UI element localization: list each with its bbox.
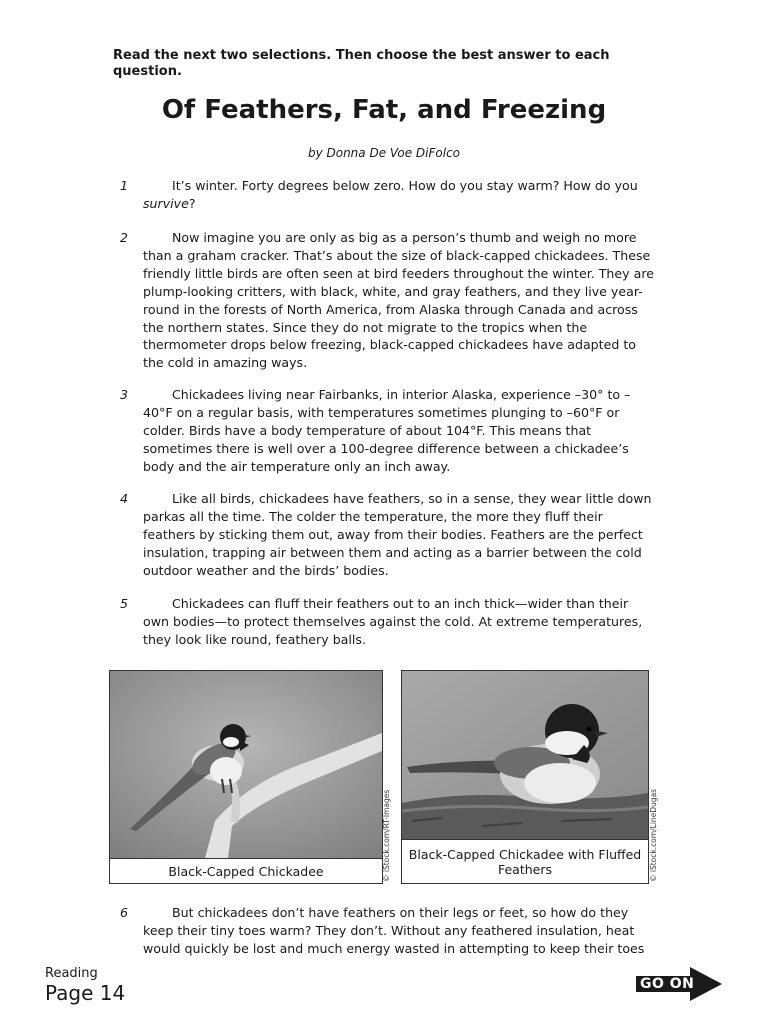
paragraph-text: Like all birds, chickadees have feathers, so in a sense, they wear little down parkas all the time. The colder the temperature, the more they fluff their feathers by sticking them out, away from their bodies. Feathers are the perfect insulation, trapping air between them and acting as a barrier between the cold outdoor weather and the birds’ bodies. xyxy=(143,491,652,578)
paragraph-text: Now imagine you are only as big as a person’s thumb and weigh no more than a graham cracker. That’s about the size of black-capped chickadees. These friendly little birds are often seen at bird feeders throughout the winter. They are plump-looking critters, with black, white, and gray feathers, and they live year-round in the forests of North America, from Alaska through Canada and across the northern states. Since they do not migrate to the tropics when the thermometer drops below freezing, black-capped chickadees have adapted to the cold in amazing ways. xyxy=(143,230,654,371)
paragraph-text-end: ? xyxy=(188,195,196,211)
paragraph-number: 1 xyxy=(120,178,129,193)
instructions: Read the next two selections. Then choose the best answer to each question. xyxy=(113,48,610,79)
byline: by Donna De Voe DiFolco xyxy=(307,146,461,160)
paragraph-text: But chickadees don’t have feathers on their legs or feet, so how do they keep their tiny toes warm? They don’t. Without any feathered insulation, heat would quickly be lost and much energy wasted in attempting to keep their toes xyxy=(143,905,645,956)
photo-figure-2 xyxy=(401,670,649,884)
paragraph-number: 3 xyxy=(120,387,129,402)
section-label: Reading xyxy=(45,966,98,981)
fluffed-chickadee-photo xyxy=(402,671,648,839)
go-on-label: GO ON xyxy=(640,976,695,992)
paragraph-5 xyxy=(120,595,658,649)
paragraph-italic-word: survive xyxy=(143,195,189,211)
paragraph-4 xyxy=(120,490,658,580)
photo-caption: Black-Capped Chickadee with Fluffed Feathers xyxy=(402,839,648,883)
photo-figure-1 xyxy=(109,670,383,884)
photo-credit: © iStock.com/RT-Images xyxy=(382,789,391,882)
arrow-right-icon xyxy=(690,967,722,1001)
paragraph-number: 5 xyxy=(120,596,129,611)
paragraph-6 xyxy=(120,904,658,958)
paragraph-number: 6 xyxy=(120,905,129,920)
paragraph-1 xyxy=(120,177,658,213)
paragraph-text: It’s winter. Forty degrees below zero. How do you stay warm? How do you xyxy=(172,178,638,193)
photo-credit: © iStock.com/LineDugas xyxy=(649,788,658,882)
paragraph-number: 4 xyxy=(120,491,129,506)
photo-caption: Black-Capped Chickadee xyxy=(110,858,382,883)
paragraph-text: Chickadees can fluff their feathers out to an inch thick—wider than their own bodies—to protect themselves against the cold. At extreme temperatures, they look like round, feathery balls. xyxy=(143,596,643,647)
paragraph-number: 2 xyxy=(120,230,129,245)
paragraph-3 xyxy=(120,386,658,476)
article-title: Of Feathers, Fat, and Freezing xyxy=(161,95,607,125)
paragraph-text: Chickadees living near Fairbanks, in interior Alaska, experience –30° to –40°F on a regular basis, with temperatures sometimes plunging to –60°F or colder. Birds have a body temperature of about 104°F. This means that sometimes there is well over a 100-degree difference between a chickadee’s body and the air temperature only an inch away. xyxy=(143,387,631,474)
chickadee-photo xyxy=(110,671,382,858)
page-number: Page 14 xyxy=(45,981,126,1005)
paragraph-2 xyxy=(120,229,658,372)
go-on-indicator xyxy=(636,967,722,1001)
